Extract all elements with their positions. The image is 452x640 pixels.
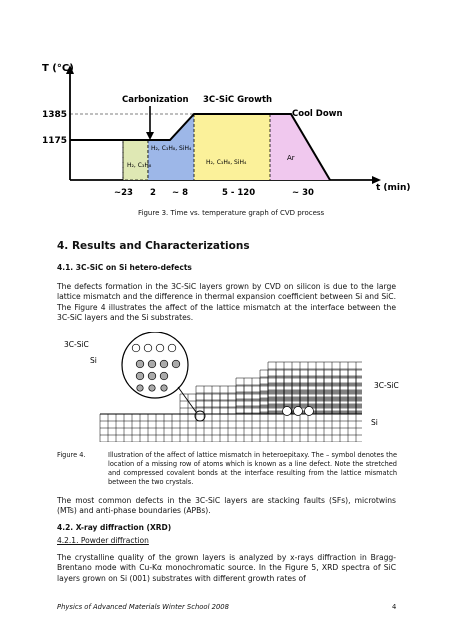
label-si-left: Si [90, 356, 97, 365]
footer-title: Physics of Advanced Materials Winter School 2008 [57, 603, 229, 611]
atom [305, 407, 314, 416]
label-3csic-right: 3C-SiC [374, 381, 399, 390]
atom [294, 407, 303, 416]
atom [136, 360, 144, 368]
page-number: 4 [392, 603, 397, 611]
atom [148, 360, 156, 368]
atom [161, 385, 167, 391]
figure3-caption: Figure 3. Time vs. temperature graph of CVD process [138, 209, 325, 217]
atom [168, 344, 176, 352]
y-tick-1175: 1175 [42, 136, 68, 146]
zone-gas-3: H₂, C₃H₈, SiH₄ [206, 159, 247, 166]
figure4-caption [57, 451, 397, 487]
subsection-heading-4-2: 4.2. X-ray diffraction (XRD) [57, 523, 172, 532]
lattice-mismatch-illustration [0, 332, 452, 442]
x-tick-5: ~ 30 [292, 188, 314, 198]
section-heading: 4. Results and Characterizations [57, 240, 250, 252]
subsection-heading-4-1: 4.1. 3C-SiC on Si hetero-defects [57, 263, 192, 272]
atom [160, 360, 168, 368]
atom [160, 372, 168, 380]
zone-growth [194, 114, 270, 180]
label-3csic-left: 3C-SiC [64, 340, 89, 349]
paragraph-common-defects: The most common defects in the 3C-SiC layers are stacking faults (SFs), microtwins (MTs) and anti-phase boundaries (APBs). [57, 496, 396, 516]
atom [144, 344, 152, 352]
label-si-right: Si [371, 418, 378, 427]
zoom-target [195, 411, 205, 421]
atom [283, 407, 292, 416]
zone-gas-4: Ar [287, 154, 295, 162]
stage-growth: 3C-SiC Growth [203, 95, 273, 105]
atom [149, 385, 155, 391]
x-tick-1: ~23 [114, 188, 133, 198]
stage-cooldown: Cool Down [292, 109, 343, 119]
carbonization-arrow-head [146, 132, 154, 140]
zone-carbonization-low [123, 140, 148, 180]
zone-cooldown [270, 114, 330, 180]
zone-gas-1: H₂, C₃H₈ [127, 162, 152, 169]
atom [137, 385, 143, 391]
x-axis-label: t (min) [376, 183, 411, 193]
zone-gas-2: H₂, C₃H₈, SiH₄ [151, 145, 192, 152]
paragraph-xrd: The crystalline quality of the grown layers is analyzed by x-rays diffraction in Bragg-Brentano mode with Cu-Kα monochromatic source. In the Figure 5, XRD spectra of SiC layers grown on Si (001) substrates with different growth rates of [57, 553, 396, 583]
x-tick-3: ~ 8 [172, 188, 188, 198]
x-tick-4: 5 - 120 [222, 188, 256, 198]
figure4-caption-text: Illustration of the affect of lattice mismatch in heteroepitaxy. The – symbol denotes the location of a missing row of atoms which is known as a line defect. Note the stretched and compressed covalent bonds at the interface resulting from the lattice mismatch between the two crystals. [108, 451, 397, 486]
atom [172, 360, 180, 368]
x-tick-2: 2 [150, 188, 156, 198]
atom [148, 372, 156, 380]
atom [132, 344, 140, 352]
y-axis-label: T (°C) [42, 63, 74, 74]
paragraph-defects: The defects formation in the 3C-SiC layers grown by CVD on silicon is due to the large lattice mismatch and the difference in thermal expansion coefficient between Si and SiC. The Figure 4 illustrates the affect of the lattice mismatch at the interface between the 3C-SiC layers and the Si substrates. [57, 282, 396, 322]
atom [156, 344, 164, 352]
cvd-temperature-graph [0, 0, 452, 215]
atom [136, 372, 144, 380]
figure4-caption-label: Figure 4. [57, 451, 86, 459]
subsection-heading-4-2-1: 4.2.1. Powder diffraction [57, 536, 149, 545]
y-tick-1385: 1385 [42, 110, 68, 120]
stage-carbonization: Carbonization [122, 95, 189, 105]
